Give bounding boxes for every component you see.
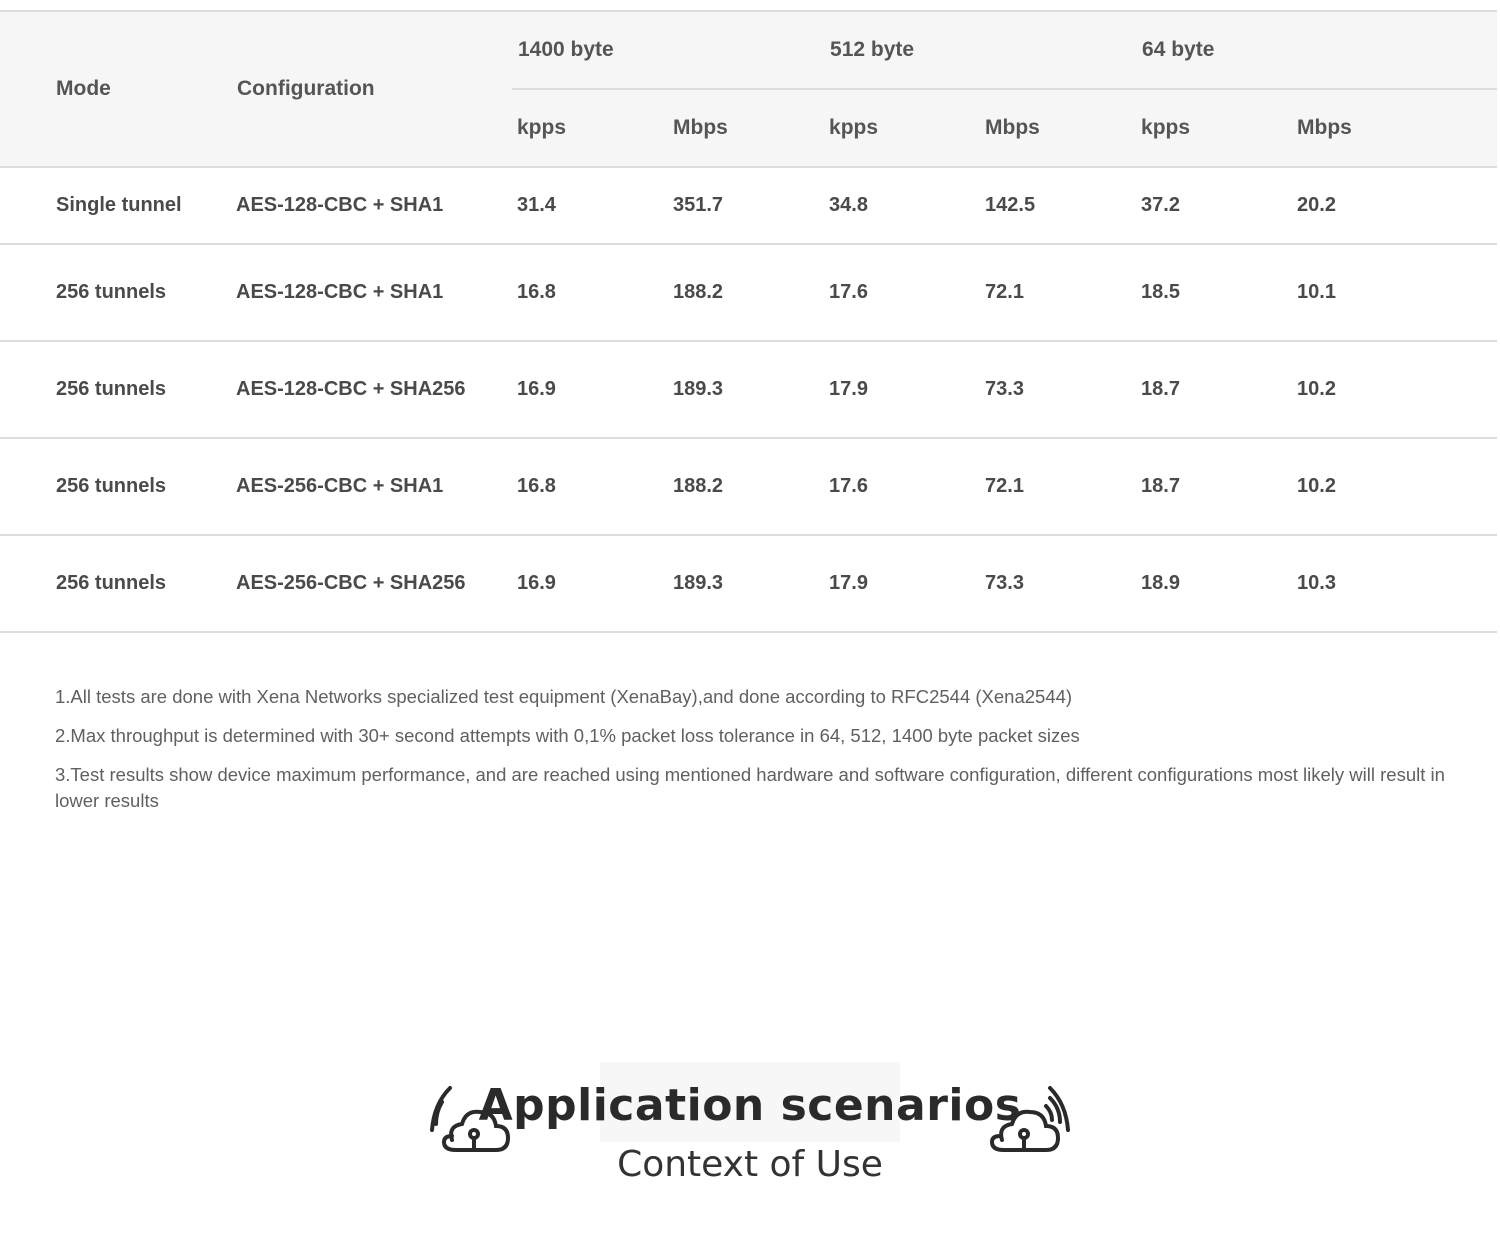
cell-mode: 256 tunnels: [56, 378, 167, 400]
cell-value: 16.8: [517, 281, 556, 303]
cell-mode: Single tunnel: [56, 194, 182, 216]
cell-value: 18.9: [1141, 572, 1180, 594]
section-title: Application scenarios: [478, 1080, 1022, 1131]
table-row: [0, 244, 1497, 341]
header-unit: Mbps: [980, 89, 1136, 167]
cell-config: AES-128-CBC + SHA256: [236, 378, 466, 400]
cell-value: 18.5: [1141, 281, 1180, 303]
cloud-signal-icon: [988, 1080, 1078, 1160]
table-body: [0, 167, 1497, 632]
cell-config: AES-256-CBC + SHA256: [236, 572, 466, 594]
cell-value: 31.4: [517, 194, 556, 216]
cell-value: 16.8: [517, 475, 556, 497]
cell-value: 142.5: [985, 194, 1036, 216]
footnote: 2.Max throughput is determined with 30+ second attempts with 0,1% packet loss tolerance in 64, 512, 1400 byte packet sizes: [55, 725, 1080, 746]
cell-value: 10.1: [1297, 281, 1336, 303]
cell-value: 18.7: [1141, 378, 1180, 400]
cell-value: 72.1: [985, 475, 1024, 497]
header-configuration: Configuration: [237, 77, 375, 100]
cell-mode: 256 tunnels: [56, 572, 167, 594]
header-unit: kpps: [1136, 89, 1292, 167]
footnote: 3.Test results show device maximum performance, and are reached using mentioned hardware and software configuration, different configurations most likely will result in lower results: [55, 764, 1445, 811]
cell-value: 73.3: [985, 378, 1024, 400]
section-subtitle: Context of Use: [617, 1144, 883, 1185]
header-unit: Mbps: [1292, 89, 1497, 167]
cell-value: 10.3: [1297, 572, 1336, 594]
header-group-64: 64 byte: [1142, 38, 1215, 61]
cell-config: AES-128-CBC + SHA1: [236, 281, 444, 303]
header-group-1400: 1400 byte: [518, 38, 614, 61]
cell-value: 34.8: [829, 194, 868, 216]
cell-value: 73.3: [985, 572, 1024, 594]
cell-mode: 256 tunnels: [56, 475, 167, 497]
cell-value: 17.6: [829, 281, 868, 303]
cell-value: 189.3: [673, 572, 724, 594]
table-row: [0, 341, 1497, 438]
header-group-512: 512 byte: [830, 38, 915, 61]
header-row-groups: [0, 11, 1497, 89]
cell-value: 16.9: [517, 378, 556, 400]
footnotes: [55, 684, 1445, 827]
application-scenarios-heading: [0, 1070, 1500, 1210]
header-unit: kpps: [512, 89, 668, 167]
cell-value: 10.2: [1297, 475, 1336, 497]
cell-value: 20.2: [1297, 194, 1336, 216]
cell-value: 37.2: [1141, 194, 1180, 216]
cell-value: 189.3: [673, 378, 724, 400]
header-mode: Mode: [56, 77, 111, 100]
cell-value: 18.7: [1141, 475, 1180, 497]
cell-value: 188.2: [673, 281, 724, 303]
cell-value: 351.7: [673, 194, 724, 216]
cell-value: 17.9: [829, 572, 868, 594]
cell-value: 16.9: [517, 572, 556, 594]
cell-mode: 256 tunnels: [56, 281, 167, 303]
performance-table: [0, 10, 1497, 633]
cell-value: 72.1: [985, 281, 1024, 303]
cell-value: 188.2: [673, 475, 724, 497]
table-row: [0, 438, 1497, 535]
cell-config: AES-128-CBC + SHA1: [236, 194, 444, 216]
cell-config: AES-256-CBC + SHA1: [236, 475, 444, 497]
header-unit: Mbps: [668, 89, 824, 167]
table-row: [0, 167, 1497, 244]
table-header: [0, 11, 1497, 167]
cell-value: 17.9: [829, 378, 868, 400]
table-row: [0, 535, 1497, 632]
cell-value: 10.2: [1297, 378, 1336, 400]
header-unit: kpps: [824, 89, 980, 167]
cell-value: 17.6: [829, 475, 868, 497]
footnote: 1.All tests are done with Xena Networks specialized test equipment (XenaBay),and done according to RFC2544 (Xena2544): [55, 686, 1073, 707]
